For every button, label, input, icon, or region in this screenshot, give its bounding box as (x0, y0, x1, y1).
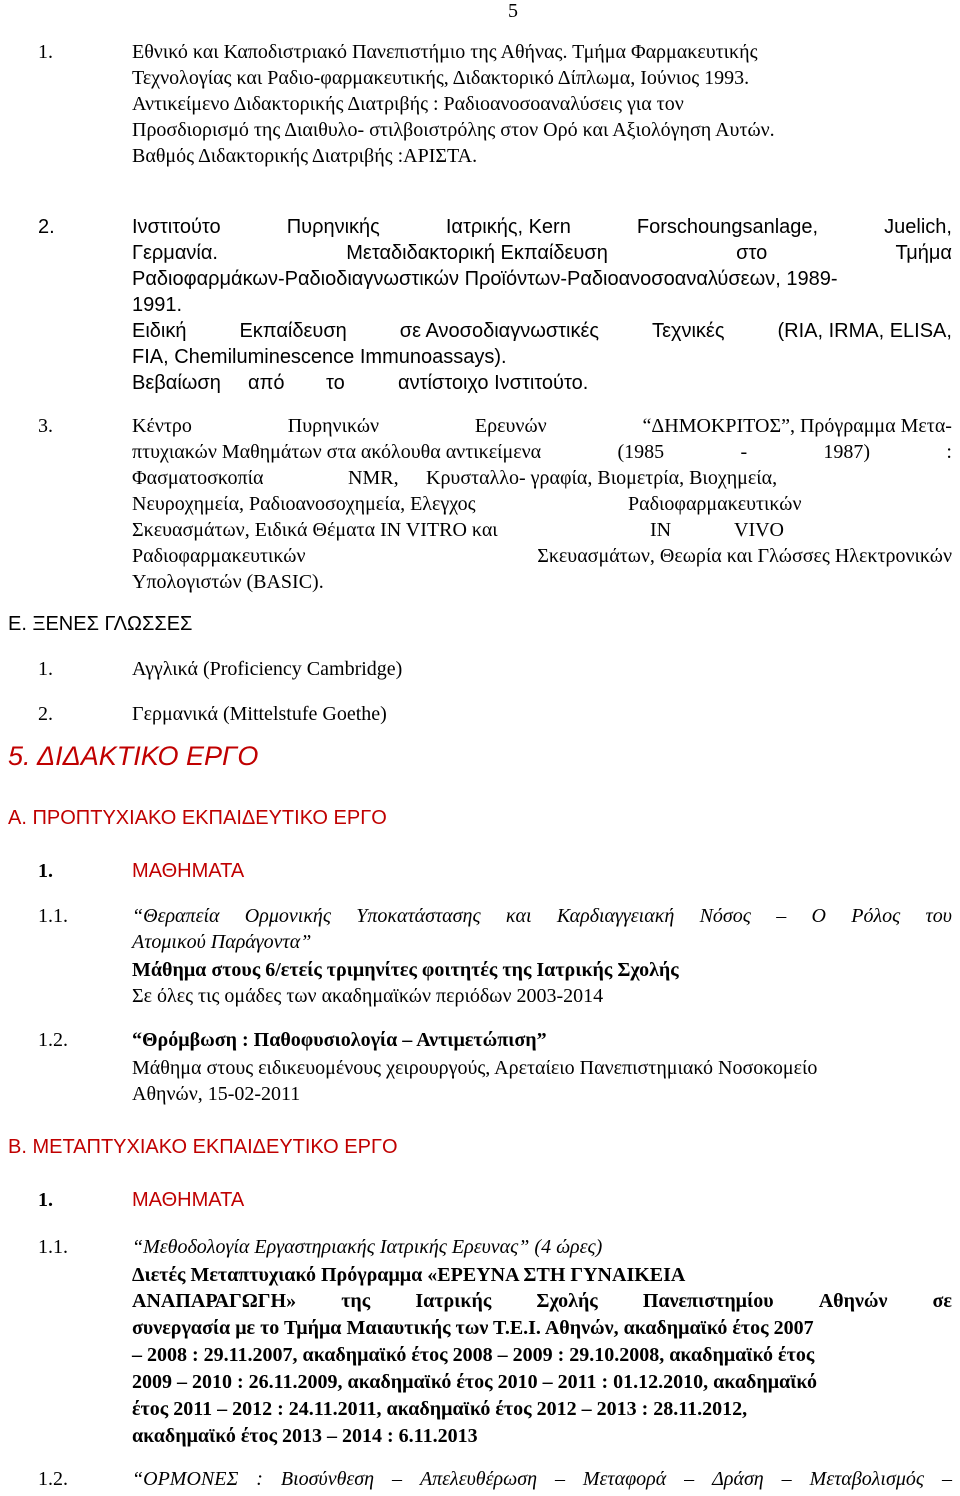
word: Καρδιαγγειακή (556, 905, 675, 927)
word: NMR, (348, 467, 399, 489)
word: Forschoungsanlage, (636, 216, 819, 238)
word: Σχολής (536, 1290, 598, 1312)
item2-line: FIA, Chemiluminescence Immunoassays). (132, 346, 507, 368)
item1-line: Τεχνολογίας και Ραδιο-φαρμακευτικής, Διδακτορικό Δίπλωμα, Ιούνιος 1993. (132, 67, 750, 89)
word: πτυχιακών Μαθημάτων στα ακόλουθα αντικείμενα (132, 441, 542, 463)
word: – (684, 1468, 695, 1490)
course-detail: – 2008 : 29.11.2007, ακαδημαϊκό έτος 2008 – 2009 : 29.10.2008, ακαδημαϊκό έτος (132, 1344, 815, 1366)
item-number: 1.1. (38, 1236, 68, 1258)
course-detail: Σε όλες τις ομάδες των ακαδημαϊκών περιόδων 2003-2014 (132, 985, 604, 1007)
word: Νευροχημεία, Ραδιοανοσοχημεία, Ελεγχος (132, 493, 476, 515)
item-number: 1.1. (38, 905, 68, 927)
item3-line (132, 416, 952, 436)
word: Ιατρικής (415, 1290, 492, 1312)
item3-line: Υπολογιστών (BASIC). (132, 571, 324, 593)
word: Ιατρικής, Kern (445, 216, 571, 238)
word: Ορμονικής (244, 905, 331, 927)
item2-line (132, 243, 952, 263)
word: Νόσος (699, 905, 751, 927)
word: – (781, 1468, 792, 1490)
course-title-line: “Μεθοδολογία Εργαστηριακής Ιατρικής Ερευνας” (4 ώρες) (132, 1236, 603, 1258)
item-number: 1. (38, 1189, 53, 1211)
word: Πυρηνικών (287, 415, 380, 437)
section-heading: 5. ΔΙΔΑΚΤΙΚΟ ΕΡΓΟ (8, 741, 259, 771)
item1-line: Αντικείμενο Διδακτορικής Διατριβής : Ραδιοανοσοαναλύσεις για τον (132, 93, 684, 115)
course-detail: Μάθημα στους ειδικευομένους χειρουργούς, Αρεταίειο Πανεπιστημιακό Νοσοκομείο (132, 1057, 818, 1079)
word: του (925, 905, 952, 927)
word: (RIA, IRMA, ELISA, (777, 320, 952, 342)
word: Εκπαίδευση (239, 320, 347, 342)
item3-line (132, 546, 952, 566)
word: Τμήμα (895, 242, 952, 264)
item2-line: 1991. (132, 294, 183, 316)
item-number: 1. (38, 860, 53, 882)
word: – (941, 1468, 952, 1490)
word: – (776, 905, 787, 927)
word: Κρυσταλλο- γραφία, Βιομετρία, Βιοχημεία, (426, 467, 778, 489)
course-title-line (132, 1469, 952, 1489)
course-detail: Μάθημα στους 6/ετείς τριμηνίτες φοιτητές της Ιατρικής Σχολής (132, 959, 679, 981)
word: Βεβαίωση (132, 372, 221, 394)
word: Μεταφορά (582, 1468, 667, 1490)
word: Δράση (712, 1468, 764, 1490)
word: αντίστοιχο Ινστιτούτο. (398, 372, 589, 394)
word: : (946, 441, 952, 463)
course-detail: 2009 – 2010 : 26.11.2009, ακαδημαϊκό έτος 2010 – 2011 : 01.12.2010, ακαδημαϊκό (132, 1371, 817, 1393)
word: Ραδιοφαρμακευτικών (628, 493, 802, 515)
word: Κέντρο (132, 415, 192, 437)
word: “ΟΡΜΟΝΕΣ (132, 1468, 239, 1490)
item-number: 2. (38, 703, 53, 725)
word: Πανεπιστημίου (642, 1290, 774, 1312)
item-number: 1.2. (38, 1029, 68, 1051)
word: το (326, 372, 345, 394)
word: Σκευασμάτων, Θεωρία και Γλώσσες Ηλεκτρονικών (537, 545, 952, 567)
course-title-line: Ατομικού Παράγοντα” (132, 931, 312, 953)
word: σε Ανοσοδιαγνωστικές (399, 320, 600, 342)
word: VIVO (734, 519, 784, 541)
word: ΑΝΑΠΑΡΑΓΩΓΗ» (132, 1290, 297, 1312)
word: Ρόλος (851, 905, 901, 927)
word: (1985 (617, 441, 665, 463)
item1-line: Προσδιορισμό της Διαιθυλο- στιλβοιστρόλης στον Ορό και Αξιολόγηση Αυτών. (132, 119, 775, 141)
word: Αθηνών (818, 1290, 888, 1312)
course-detail: συνεργασία με το Τμήμα Μαιαυτικής των Τ.Ε.Ι. Αθηνών, ακαδημαϊκό έτος 2007 (132, 1317, 814, 1339)
word: – (392, 1468, 402, 1490)
word: 1987) (823, 441, 871, 463)
subsection-heading: Β. ΜΕΤΑΠΤΥΧΙΑΚΟ ΕΚΠΑΙΔΕΥΤΙΚΟ ΕΡΓΟ (8, 1136, 398, 1158)
course-detail: Διετές Μεταπτυχιακό Πρόγραμμα «ΕΡΕΥΝΑ ΣΤΗ ΓΥΝΑΙΚΕΙΑ (132, 1264, 686, 1286)
word: Τεχνικές (652, 320, 725, 342)
course-detail: Αθηνών, 15-02-2011 (132, 1083, 301, 1105)
item1-line: Εθνικό και Καποδιστριακό Πανεπιστήμιο της Αθήνας. Τμήμα Φαρμακευτικής (132, 41, 758, 63)
word: Juelich, (884, 216, 952, 238)
word: Ερευνών (474, 415, 547, 437)
word: Σκευασμάτων, Ειδικά Θέματα IN VITRO και (132, 519, 498, 541)
word: της (341, 1290, 371, 1312)
word: Υποκατάστασης (356, 905, 481, 927)
item-number: 1.2. (38, 1468, 68, 1490)
word: Ο (811, 905, 826, 927)
page-number: 5 (508, 0, 518, 22)
word: Απελευθέρωση (419, 1468, 537, 1490)
language-line: Αγγλικά (Proficiency Cambridge) (132, 658, 403, 680)
language-line: Γερμανικά (Mittelstufe Goethe) (132, 703, 387, 725)
item1-line: Βαθμός Διδακτορικής Διατριβής :ΑΡΙΣΤΑ. (132, 145, 478, 167)
word: “ΔΗΜΟΚΡΙΤΟΣ”, Πρόγραμμα Μετα- (642, 415, 952, 437)
word: Πυρηνικής (286, 216, 380, 238)
word: και (505, 905, 532, 927)
course-detail: ακαδημαϊκό έτος 2013 – 2014 : 6.11.2013 (132, 1425, 478, 1447)
word: Ραδιοφαρμακευτικών (132, 545, 306, 567)
lessons-heading: ΜΑΘΗΜΑΤΑ (132, 860, 245, 882)
word: Ειδική (132, 320, 187, 342)
course-title-line (132, 906, 952, 926)
word: – (554, 1468, 565, 1490)
item-number: 1. (38, 41, 53, 63)
lessons-heading: ΜΑΘΗΜΑΤΑ (132, 1189, 245, 1211)
item2-line: Ραδιοφαρμάκων-Ραδιοδιαγνωστικών Προϊόντων-Ραδιοανοσοαναλύσεων, 1989- (132, 268, 838, 290)
item2-line (132, 217, 952, 237)
word: IN (650, 519, 672, 541)
word: - (740, 441, 748, 463)
item3-line (132, 442, 952, 462)
item2-line (132, 321, 952, 341)
item-number: 2. (38, 216, 55, 238)
word: Ινστιτούτο (132, 216, 221, 238)
item-number: 3. (38, 415, 53, 437)
section-heading: Ε. ΞΕΝΕΣ ΓΛΩΣΣΕΣ (8, 613, 193, 635)
item-number: 1. (38, 658, 53, 680)
word: Φασματοσκοπία (132, 467, 264, 489)
word: σε (932, 1290, 952, 1312)
word: “Θεραπεία (132, 905, 220, 927)
word: Μεταδιδακτορική Εκπαίδευση (346, 242, 608, 264)
word: Βιοσύνθεση (280, 1468, 375, 1490)
course-detail (132, 1291, 952, 1311)
course-detail: έτος 2011 – 2012 : 24.11.2011, ακαδημαϊκό έτος 2012 – 2013 : 28.11.2012, (132, 1398, 748, 1420)
word: στο (736, 242, 768, 264)
word: από (248, 372, 285, 394)
word: Γερμανία. (132, 242, 218, 264)
subsection-heading: Α. ΠΡΟΠΤΥΧΙΑΚΟ ΕΚΠΑΙΔΕΥΤΙΚΟ ΕΡΓΟ (8, 807, 387, 829)
word: Μεταβολισμός (809, 1468, 925, 1490)
word: : (256, 1468, 263, 1490)
course-title-line: “Θρόμβωση : Παθοφυσιολογία – Αντιμετώπιση” (132, 1029, 547, 1051)
